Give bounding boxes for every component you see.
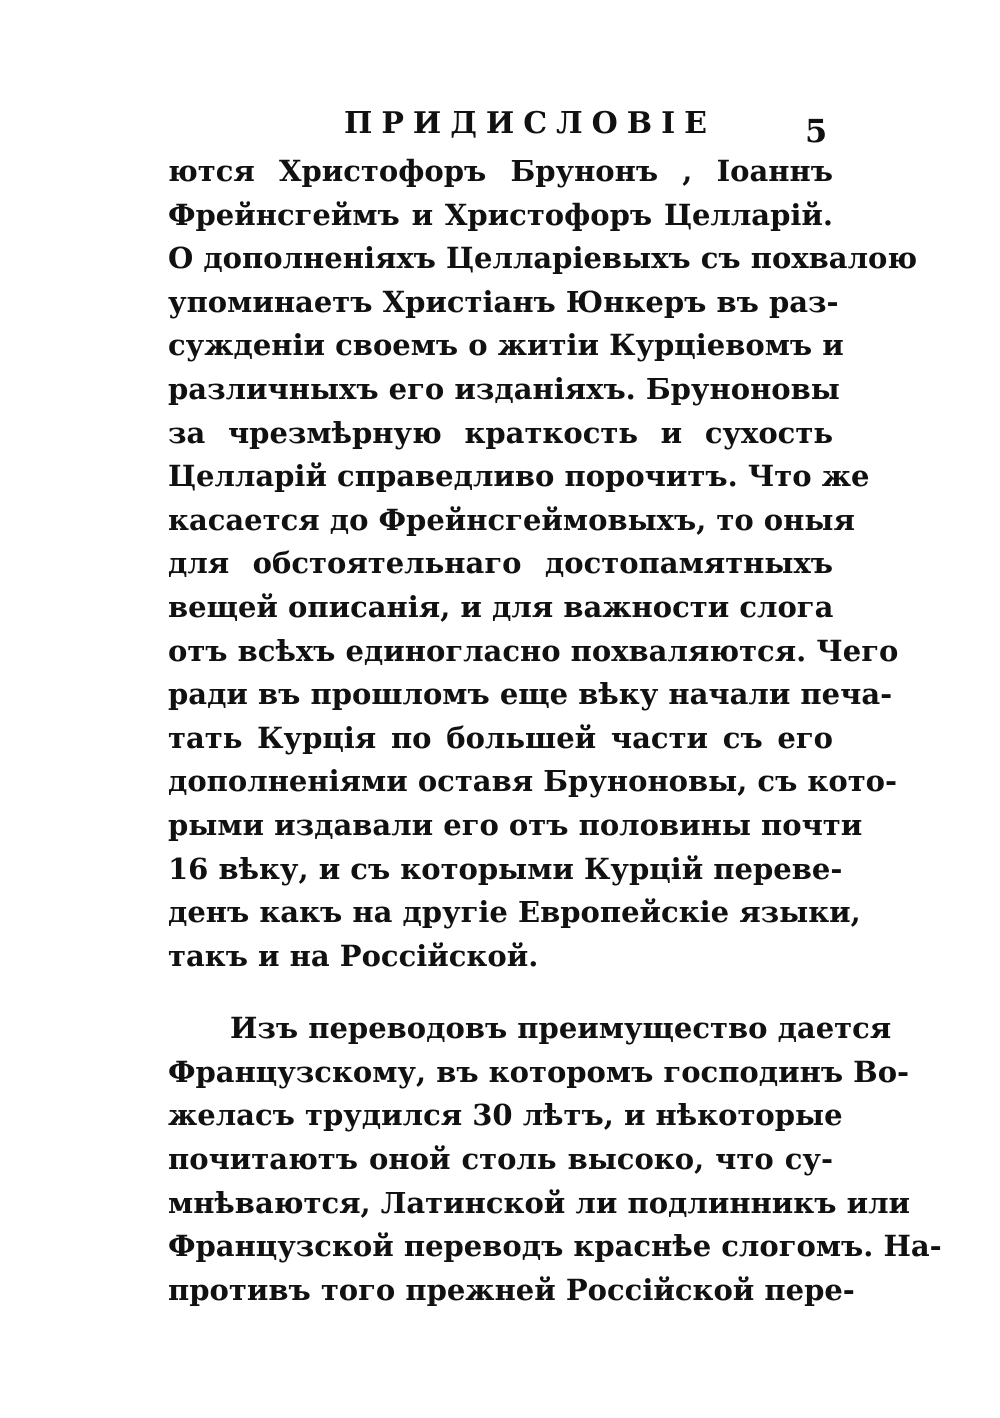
text-line: вещей описанія, и для важности слога [168,589,834,624]
text-line: 16 вѣку, и съ которыми Курцій переве- [168,851,843,886]
paragraph [168,1007,942,1312]
text-line: ются Христофоръ Брунонъ , Іоаннъ [168,154,833,188]
text-line: денъ какъ на другіе Европейскіе языки, [168,895,861,930]
text-line: за чрезмѣрную краткость и сухость [168,415,833,450]
text-line: тать Курція по большей части съ его [168,720,833,755]
text-line: почитаютъ оной столь высоко, что су- [168,1142,833,1177]
text-line: такъ и на Россійской. [168,938,539,973]
running-head [0,102,1000,152]
text-line: касается до Фрейнсгеймовыхъ, то оныя [168,502,855,537]
text-line: дополненіями оставя Бруноновы, съ кото- [168,764,898,799]
text-line: противъ того прежней Россійской пере- [168,1272,855,1307]
text-line: мнѣваются, Латинской ли подлинникъ или [168,1185,911,1220]
text-line: упоминаетъ Христіанъ Юнкеръ въ раз- [168,284,839,319]
text-line: Целларій справедливо порочитъ. Что же [168,459,870,494]
text-line: Фрейнсгеймъ и Христофоръ Целларій. [168,197,833,232]
text-line: Изъ переводовъ преимущество дается [230,1011,892,1046]
text-line: Французскому, въ которомъ господинъ Во- [168,1054,910,1089]
text-line: сужденіи своемъ о житіи Курціевомъ и [168,328,844,363]
text-line: О дополненіяхъ Целларіевыхъ съ похвалою [168,241,918,276]
running-title: ПРИДИСЛОВІЕ [344,106,717,141]
text-line: ради въ прошломъ еще вѣку начали печа- [168,677,893,712]
page-number: 5 [805,112,828,150]
text-line: различныхъ его изданіяхъ. Бруноновы [168,371,840,406]
body-text [168,150,942,1312]
text-line: Французской переводъ краснѣе слогомъ. На- [168,1229,942,1264]
text-line: рыми издавали его отъ половины почти [168,807,863,842]
paragraph-container [168,150,942,1312]
paragraph [168,150,918,978]
paragraph-gap [168,978,833,1007]
text-line: для обстоятельнаго достопамятныхъ [168,546,833,581]
text-line: отъ всѣхъ единогласно похваляются. Чего [168,633,899,668]
text-line: желасъ трудился 30 лѣтъ, и нѣкоторые [168,1098,843,1133]
